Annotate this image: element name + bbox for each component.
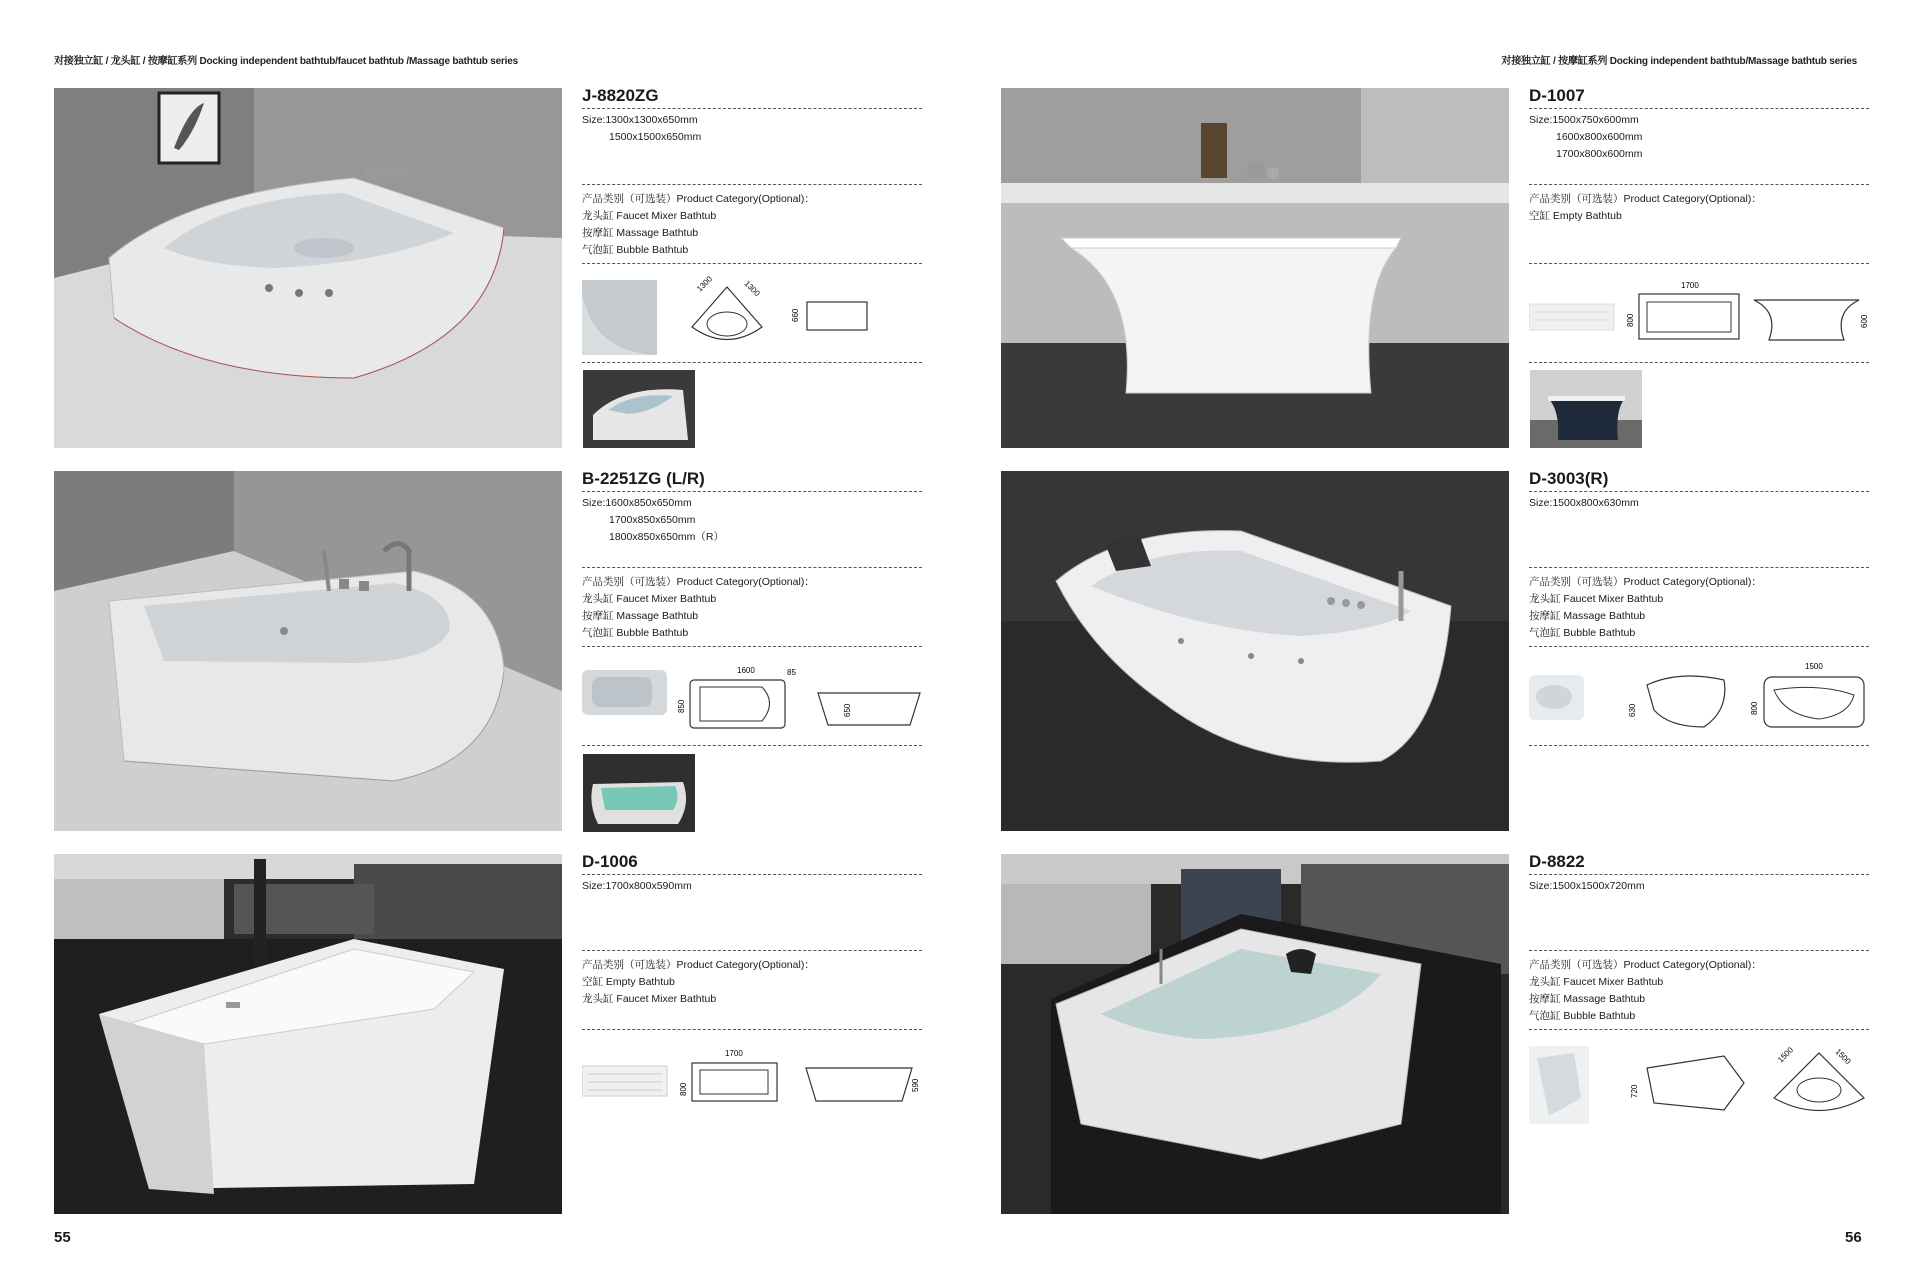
product-model: B-2251ZG (L/R): [582, 469, 705, 488]
category-item: 龙头缸 Faucet Mixer Bathtub: [582, 210, 717, 222]
product-thumbnail: [583, 754, 695, 832]
product-model: D-1007: [1529, 86, 1585, 105]
product-model: D-3003(R): [1529, 469, 1609, 488]
category-title: 产品类别（可选装）Product Category(Optional)：: [582, 576, 815, 588]
category-title: 产品类别（可选装）Product Category(Optional)：: [582, 959, 815, 971]
category-item: 龙头缸 Faucet Mixer Bathtub: [582, 993, 717, 1005]
dim-label: 800: [1750, 701, 1759, 715]
divider: [582, 362, 922, 363]
divider: [582, 184, 922, 185]
divider: [1529, 491, 1869, 492]
divider: [1529, 745, 1869, 746]
dim-label: 590: [911, 1078, 920, 1092]
category-title: 产品类别（可选装）Product Category(Optional)：: [1529, 193, 1762, 205]
product-model: D-8822: [1529, 852, 1585, 871]
catalog-header-right: 对接独立缸 / 按摩缸系列 Docking independent bathtub/Massage bathtub series: [1501, 56, 1857, 67]
divider: [582, 646, 922, 647]
divider: [582, 567, 922, 568]
divider: [1529, 1029, 1869, 1030]
category-item: 气泡缸 Bubble Bathtub: [582, 627, 689, 639]
divider: [1529, 263, 1869, 264]
divider: [1529, 567, 1869, 568]
category-item: 空缸 Empty Bathtub: [1529, 210, 1622, 222]
divider: [582, 745, 922, 746]
dim-label: 630: [1628, 703, 1637, 717]
dim-label: 1500: [1805, 662, 1823, 671]
catalog-header-left: 对接独立缸 / 龙头缸 / 按摩缸系列 Docking independent bathtub/faucet bathtub /Massage bathtub series: [54, 56, 518, 67]
category-title: 产品类别（可选装）Product Category(Optional)：: [582, 193, 815, 205]
dim-label: 800: [679, 1082, 688, 1096]
product-photo-b2251zg: [54, 471, 562, 831]
size-line: Size:1600x850x650mm: [582, 497, 692, 509]
product-photo-d1007: [1001, 88, 1509, 448]
technical-drawings: [1529, 655, 1869, 745]
divider: [582, 263, 922, 264]
dim-label: 660: [791, 308, 800, 322]
dim-label: 1300: [742, 279, 762, 298]
divider: [582, 491, 922, 492]
product-sizes: [582, 878, 922, 950]
divider: [1529, 950, 1869, 951]
product-model: D-1006: [582, 852, 638, 871]
product-model: J-8820ZG: [582, 86, 659, 105]
size-line: 1700x850x650mm: [609, 514, 696, 526]
product-photo-d8822: [1001, 854, 1509, 1214]
dim-label: 720: [1630, 1084, 1639, 1098]
product-sizes: [1529, 495, 1869, 567]
technical-drawings: [1529, 1038, 1869, 1128]
divider: [1529, 184, 1869, 185]
dim-label: 1500: [1833, 1047, 1853, 1066]
product-info-d8822: [1529, 854, 1869, 1214]
size-line: 1600x800x600mm: [1556, 131, 1643, 143]
dim-label: 1700: [1681, 281, 1699, 290]
product-sizes: [1529, 878, 1869, 950]
category-item: 气泡缸 Bubble Bathtub: [582, 244, 689, 256]
dim-label: 1600: [737, 666, 755, 675]
product-sizes: [582, 495, 922, 567]
size-line: 1700x800x600mm: [1556, 148, 1643, 160]
size-line: Size:1300x1300x650mm: [582, 114, 698, 126]
divider: [1529, 874, 1869, 875]
size-line: 1800x850x650mm（R）: [609, 531, 724, 543]
category-item: 按摩缸 Massage Bathtub: [1529, 610, 1646, 622]
category-title: 产品类别（可选装）Product Category(Optional)：: [1529, 959, 1762, 971]
product-categories: [582, 191, 922, 263]
product-photo-j8820zg: [54, 88, 562, 448]
dim-label: 850: [677, 699, 686, 713]
size-line: 1500x1500x650mm: [609, 131, 702, 143]
size-line: Size:1500x750x600mm: [1529, 114, 1639, 126]
product-info-d1006: [582, 854, 922, 1214]
category-item: 龙头缸 Faucet Mixer Bathtub: [1529, 976, 1664, 988]
dim-label: 1700: [725, 1049, 743, 1058]
product-photo-d1006: [54, 854, 562, 1214]
category-item: 按摩缸 Massage Bathtub: [582, 227, 699, 239]
product-info-d3003r: [1529, 471, 1869, 831]
size-line: Size:1500x800x630mm: [1529, 497, 1639, 509]
dim-label: 650: [843, 703, 852, 717]
divider: [1529, 108, 1869, 109]
divider: [582, 1029, 922, 1030]
product-thumbnail: [583, 370, 695, 448]
product-categories: [582, 574, 922, 646]
category-item: 龙头缸 Faucet Mixer Bathtub: [1529, 593, 1664, 605]
size-line: Size:1500x1500x720mm: [1529, 880, 1645, 892]
product-sizes: [582, 112, 922, 184]
technical-drawings: [1529, 272, 1869, 362]
technical-drawings: [582, 655, 922, 745]
divider: [1529, 646, 1869, 647]
product-categories: [1529, 574, 1869, 646]
dim-label: 800: [1626, 313, 1635, 327]
category-item: 空缸 Empty Bathtub: [582, 976, 675, 988]
divider: [582, 950, 922, 951]
product-categories: [582, 957, 922, 1029]
product-sizes: [1529, 112, 1869, 184]
category-item: 按摩缸 Massage Bathtub: [582, 610, 699, 622]
product-photo-d3003r: [1001, 471, 1509, 831]
dim-label: 1500: [1776, 1045, 1795, 1065]
divider: [1529, 362, 1869, 363]
technical-drawings: [582, 1038, 922, 1128]
technical-drawings: [582, 272, 922, 362]
dim-label: 85: [787, 668, 796, 677]
dim-label: 1300: [695, 274, 714, 294]
divider: [582, 874, 922, 875]
category-item: 龙头缸 Faucet Mixer Bathtub: [582, 593, 717, 605]
divider: [582, 108, 922, 109]
category-item: 气泡缸 Bubble Bathtub: [1529, 1010, 1636, 1022]
size-line: Size:1700x800x590mm: [582, 880, 692, 892]
product-categories: [1529, 957, 1869, 1029]
dim-label: 600: [1860, 314, 1869, 328]
category-title: 产品类别（可选装）Product Category(Optional)：: [1529, 576, 1762, 588]
category-item: 按摩缸 Massage Bathtub: [1529, 993, 1646, 1005]
page-number-left: 55: [54, 1229, 71, 1246]
product-categories: [1529, 191, 1869, 263]
product-thumbnail: [1530, 370, 1642, 448]
page-number-right: 56: [1845, 1229, 1862, 1246]
category-item: 气泡缸 Bubble Bathtub: [1529, 627, 1636, 639]
